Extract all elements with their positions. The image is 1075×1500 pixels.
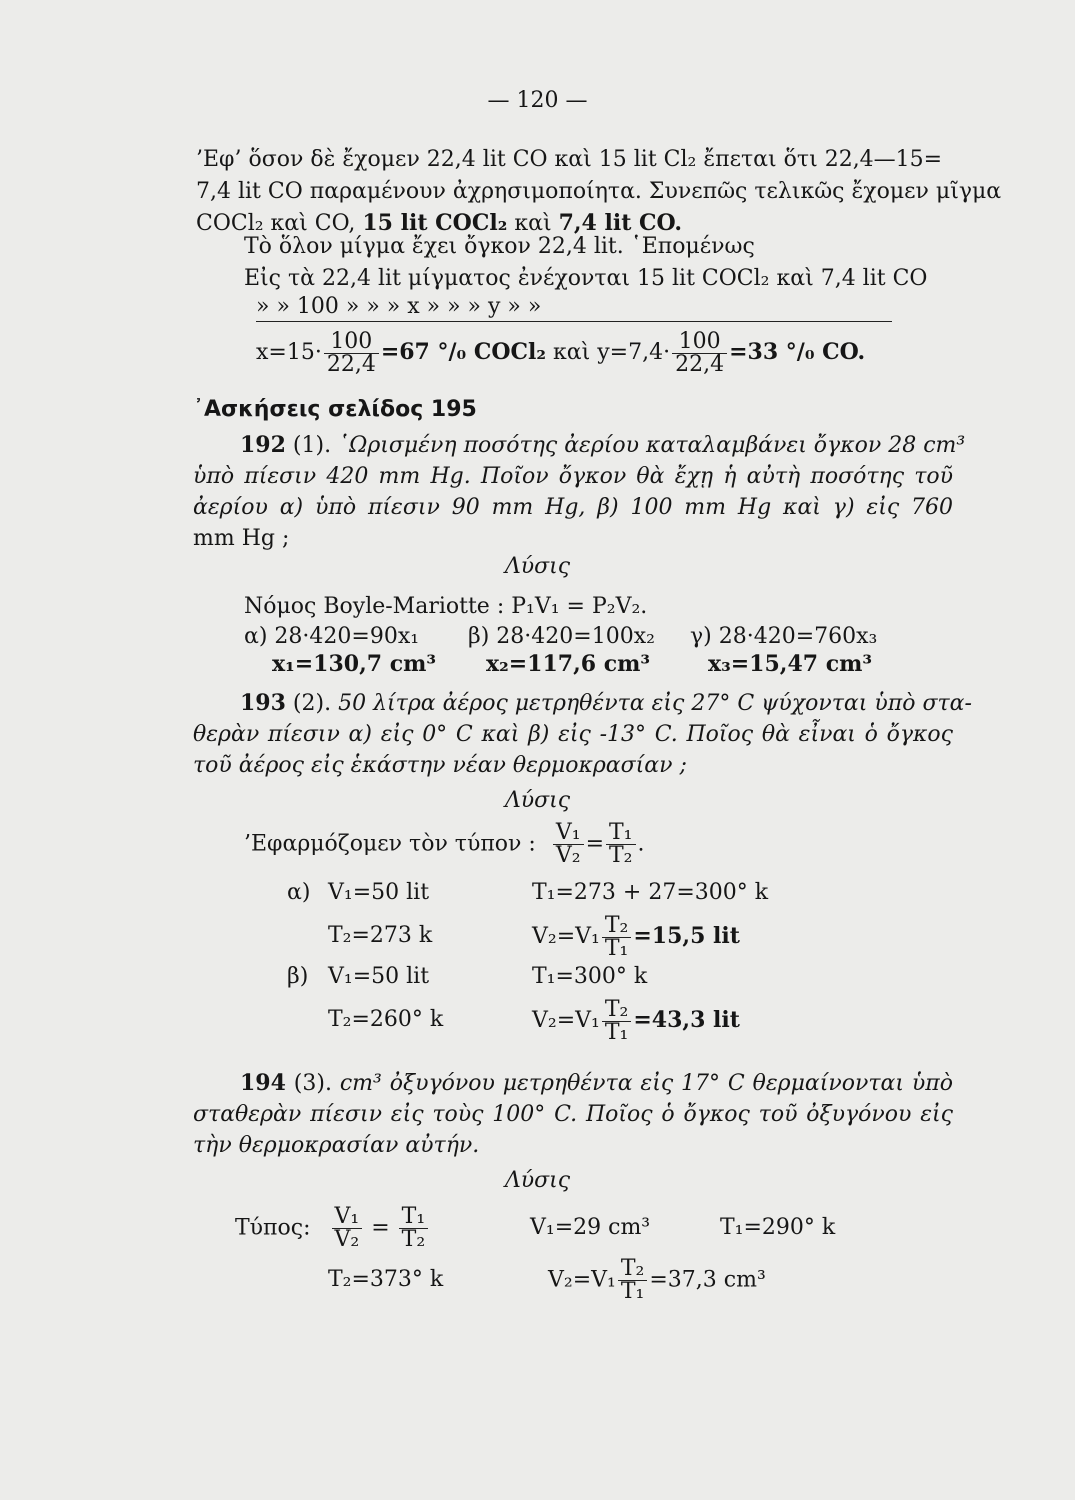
calc-and: καὶ [546,340,598,365]
exercise-193 [193,688,972,781]
ex193-a-fraction [602,912,632,961]
ex193-a-frac-den: T₁ [604,935,629,961]
calc-y-fraction [672,328,727,377]
ex192-line-3: ἀερίου α) ὑπὸ πίεσιν 90 mm Hg, β) 100 mm Hg καὶ γ) εἰς 760 [193,495,953,520]
ex193-fraction-t [606,822,636,867]
ex193-formula-v1: V₁ [553,822,584,845]
ex194-type-label: Τύπος: [235,1215,311,1241]
ex194-line-1 [193,1068,953,1099]
calc-x-num: 100 [324,331,379,354]
ex193-line-3: τοῦ ἀέρος εἰς ἑκάστην νέαν θερμοκρασίαν ; [193,753,687,778]
ex192-b-equation: β) 28·420=100x₂ [468,624,655,649]
ex192-ref: (1). [285,433,339,458]
ex192-c-equation: γ) 28·420=760x₃ [690,624,878,649]
intro-line-2: 7,4 lit CO παραμένουν ἀχρησιμοποίητα. Συνεπῶς τελικῶς ἔχομεν μῖγμα [196,179,1002,204]
ex193-a-v2-prefix: V₂=V₁ [532,924,600,949]
ex194-fraction-t [399,1206,429,1251]
ex194-formula-t2: T₂ [401,1227,426,1252]
intro-line-5: Εἰς τὰ 22,4 lit μίγματος ἐνέχονται 15 lit COCl₂ καὶ 7,4 lit CO [244,266,928,291]
calc-x-fraction [324,328,379,377]
ex192-line-1 [193,430,966,461]
intro-line-6: » » 100 » » » x » » » y » » [256,294,542,319]
ex193-b-v2-prefix: V₂=V₁ [532,1008,600,1033]
ex193-solution-title: Λύσις [504,788,571,813]
ex193-b-v2 [532,998,740,1044]
ex194-formula-t1: T₁ [399,1206,429,1229]
ex194-text-1: cm³ ὀξυγόνου μετρηθέντα εἰς 17° C θερμαίνονται ὑπὸ [339,1071,953,1096]
section-heading: ᾿Ασκήσεις σελίδος 195 [193,397,477,422]
ex193-formula-t1: T₁ [606,822,636,845]
ex193-formula-t2: T₂ [609,843,633,868]
ex193-ref: (2). [285,691,339,716]
ex193-formula-v2: V₂ [555,843,581,868]
ex193-fraction-v [553,822,584,867]
ex192-text-1: ῾Ωρισμένη ποσότης ἀερίου καταλαμβάνει ὄγκον 28 cm³ [338,433,966,458]
ex193-b-t1: T₁=300° k [532,964,648,989]
ex194-formula-v2: V₂ [334,1227,360,1252]
exercise-194 [193,1068,953,1161]
ex193-b-frac-den: T₁ [604,1019,629,1045]
ex193-b-fraction [602,996,632,1045]
intro-line-3d: 7,4 lit CO. [558,210,683,236]
calc-x-result: =67 °/₀ COCl₂ [380,339,547,365]
exercise-192 [193,430,966,554]
ex192-solution-title: Λύσις [504,554,571,579]
ex194-v1: V₁=29 cm³ [530,1215,651,1240]
ex193-a-t1: T₁=273 + 27=300° k [532,880,769,905]
ex193-apply-text: ’Εφαρμόζομεν τὸν τύπον : [244,831,536,857]
ex193-b-frac-num: T₂ [602,999,632,1022]
ex193-a-t2: T₂=273 k [328,923,433,948]
ex194-v2-prefix: V₂=V₁ [548,1267,616,1293]
ex192-a-equation: α) 28·420=90x₁ [244,624,420,649]
calc-y-prefix: y=7,4· [597,340,671,365]
ex193-a-frac-num: T₂ [602,915,632,938]
intro-line-3b: 15 lit COCl₂ [362,210,508,236]
page-number: — 120 — [487,88,588,113]
intro-calculation [256,330,865,376]
ex194-line-2: σταθερὰν πίεσιν εἰς τοὺς 100° C. Ποῖος ὁ ὄγκος τοῦ ὀξυγόνου εἰς [193,1102,953,1127]
ex193-a-label: α) [287,880,311,905]
ex193-b-t2: T₂=260° k [328,1007,444,1032]
ex193-a-v2 [532,914,740,960]
ex192-law: Νόμος Boyle-Mariotte : P₁V₁ = P₂V₂. [244,594,648,619]
ex194-line-3: τὴν θερμοκρασίαν αὐτήν. [193,1133,480,1158]
ex194-frac-den: T₁ [620,1279,645,1304]
ex193-b-v1: V₁=50 lit [328,964,430,989]
ex194-ref: (3). [285,1071,340,1096]
ex194-v2 [548,1258,766,1303]
ex192-b-result: x₂=117,6 cm³ [486,651,651,677]
rule-line [256,321,892,322]
ex193-b-v2-result: =43,3 lit [633,1007,740,1033]
ex194-number: 194 [240,1070,286,1096]
ex193-line-2: θερὰν πίεσιν α) εἰς 0° C καὶ β) εἰς -13° C. Ποῖος θὰ εἶναι ὁ ὄγκος [193,722,953,747]
ex194-t2: T₂=373° k [328,1267,444,1292]
ex194-solution-title: Λύσις [504,1168,571,1193]
ex192-line-2: ὑπὸ πίεσιν 420 mm Hg. Ποῖον ὄγκον θὰ ἔχῃ ἡ αὐτὴ ποσότης τοῦ [193,464,953,489]
intro-line-1: ’Εφ’ ὅσον δὲ ἔχομεν 22,4 lit CO καὶ 15 lit Cl₂ ἔπεται ὅτι 22,4—15= [196,147,943,172]
ex193-line-1 [193,688,972,719]
ex194-formula-v1: V₁ [332,1206,363,1229]
ex194-frac-num: T₂ [618,1258,648,1281]
ex193-formula-row: ’Εφαρμόζομεν τὸν τύπον : $\frac{\text{V₁}}{\text{V₂}}$ = $\frac{\text{T₁}}{\text{T₂}}$ . [244,820,645,868]
ex193-b-label: β) [287,964,309,989]
calc-y-num: 100 [672,331,727,354]
ex194-t1: T₁=290° k [720,1215,836,1240]
intro-line-4: Τὸ ὅλον μίγμα ἔχει ὄγκον 22,4 lit. ῾Επομένως [244,234,755,259]
calc-y-den: 22,4 [675,351,725,377]
ex194-v2-fraction [618,1258,648,1303]
ex192-line-4: mm Hg ; [193,526,290,551]
ex194-v2-result: =37,3 cm³ [649,1267,766,1293]
intro-line-3a: COCl₂ καὶ CO, [196,211,363,236]
ex194-formula-row: Τύπος: $\frac{\text{V₁}}{\text{V₂}}$ = $\frac{\text{T₁}}{\text{T₂}}$ [235,1206,430,1251]
calc-x-den: 22,4 [326,351,376,377]
intro-line-3c: καὶ [507,211,559,236]
ex193-a-v1: V₁=50 lit [328,880,430,905]
ex193-a-v2-result: =15,5 lit [633,923,740,949]
ex193-text-1: 50 λίτρα ἀέρος μετρηθέντα εἰς 27° C ψύχονται ὑπὸ στα- [338,691,972,716]
calc-y-result: =33 °/₀ CO. [729,339,866,365]
ex192-a-result: x₁=130,7 cm³ [272,651,437,677]
calc-x-prefix: x=15· [256,340,322,365]
ex192-number: 192 [240,432,286,458]
ex194-fraction-v [332,1206,363,1251]
ex193-number: 193 [240,690,286,716]
ex192-c-result: x₃=15,47 cm³ [708,651,873,677]
